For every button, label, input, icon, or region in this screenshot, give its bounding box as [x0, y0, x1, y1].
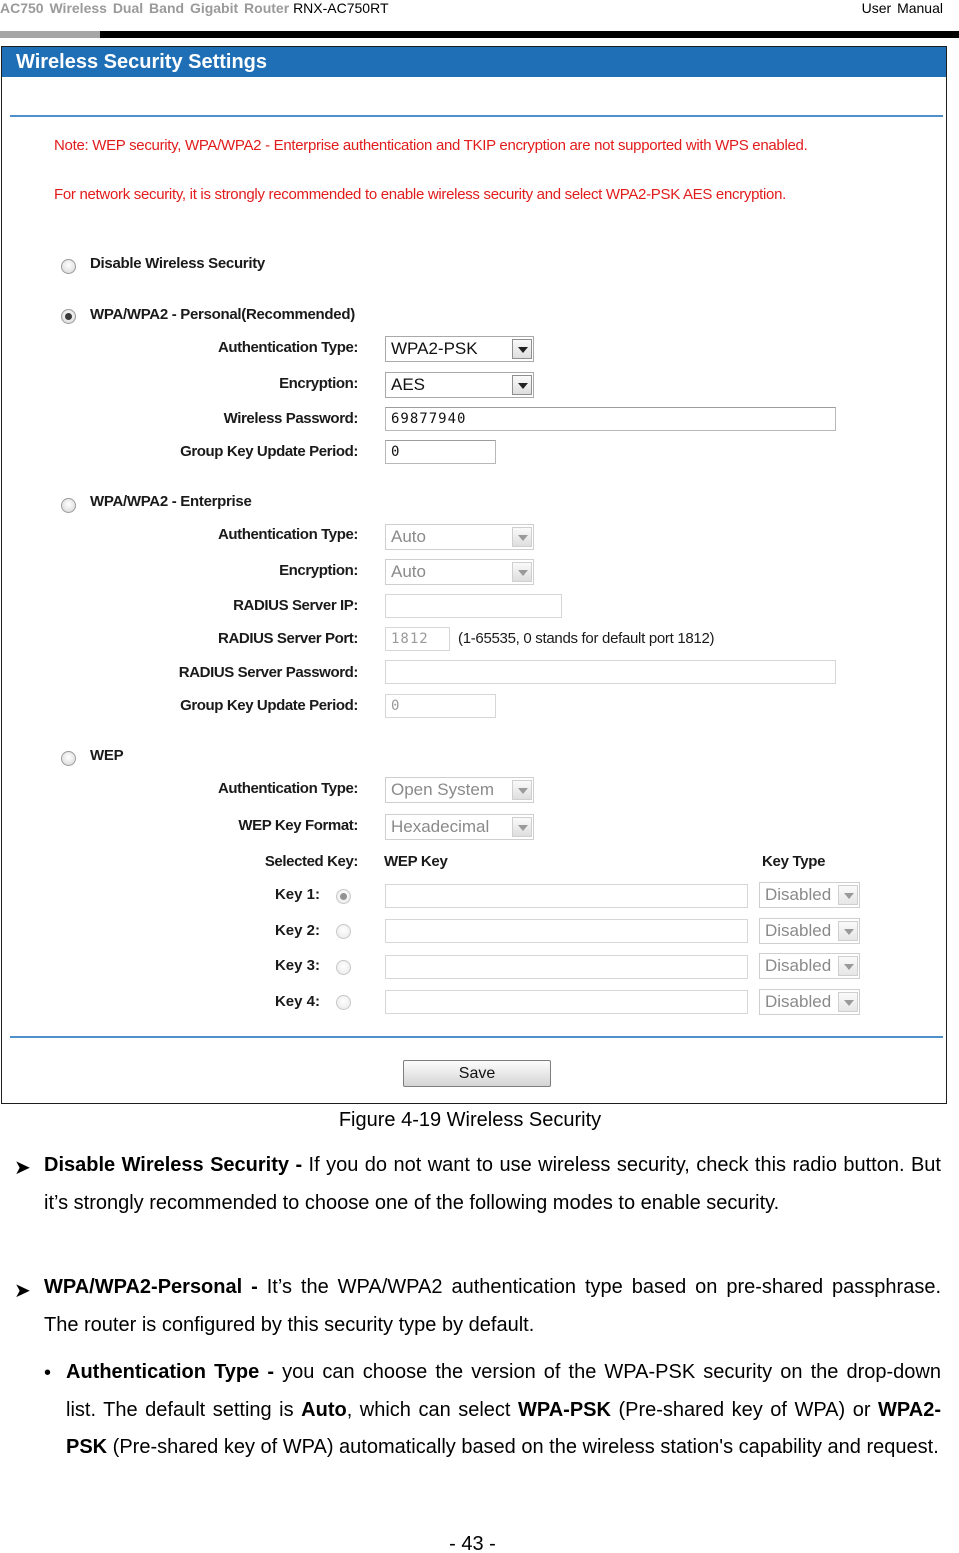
disable-security-label: Disable Wireless Security [90, 255, 265, 272]
key-type-header: Key Type [762, 853, 826, 870]
personal-auth-type-select[interactable] [385, 336, 534, 362]
figure-caption: Figure 4-19 Wireless Security [338, 1109, 602, 1131]
enterprise-group-key-input[interactable]: 0 [385, 694, 496, 718]
key-3-label: Key 3: [274, 957, 320, 974]
selected-key-label: Selected Key: [264, 853, 358, 870]
wep-auth-type-label: Authentication Type: [217, 780, 358, 797]
key-2-radio[interactable] [336, 924, 351, 939]
wep-auth-type-select[interactable] [385, 777, 534, 803]
wep-key-format-label: WEP Key Format: [238, 817, 358, 834]
term-disable-security: Disable Wireless Security - [44, 1154, 303, 1176]
term-wpa-personal: WPA/WPA2-Personal - [44, 1276, 258, 1298]
paragraph-authentication-type [66, 1354, 941, 1467]
enterprise-encryption-value: Auto [391, 562, 426, 581]
radius-password-input[interactable] [385, 660, 836, 684]
key-3-type-select[interactable] [759, 953, 860, 979]
key-2-type-value: Disabled [765, 921, 832, 940]
wep-auth-type-value: Open System [391, 780, 494, 799]
page-header-manual: User Manual [861, 0, 943, 16]
page-number: - 43 - [449, 1533, 496, 1553]
key-4-input[interactable] [385, 990, 748, 1014]
radius-ip-label: RADIUS Server IP: [233, 597, 358, 614]
term-wpa2-psk: WPA2-PSK [66, 1398, 941, 1458]
chevron-down-icon[interactable] [512, 780, 532, 800]
chevron-down-icon[interactable] [838, 885, 858, 905]
personal-auth-type-label: Authentication Type: [217, 339, 358, 356]
key-1-label: Key 1: [274, 886, 320, 903]
personal-encryption-label: Encryption: [279, 375, 358, 392]
enterprise-auth-type-value: Auto [391, 527, 426, 546]
radius-port-input[interactable]: 1812 [385, 627, 450, 651]
text-auth-3: (Pre-shared key of WPA) or [610, 1398, 879, 1421]
arrow-bullet-icon: ➤ [14, 1280, 31, 1302]
radius-ip-input[interactable] [385, 594, 562, 618]
wireless-password-input[interactable]: 69877940 [385, 407, 836, 431]
wireless-security-screenshot [1, 46, 947, 1104]
enterprise-encryption-label: Encryption: [279, 562, 358, 579]
paragraph-wpa-personal [44, 1269, 941, 1344]
key-3-input[interactable] [385, 955, 748, 979]
wireless-password-label: Wireless Password: [223, 410, 358, 427]
personal-auth-type-value: WPA2-PSK [391, 339, 478, 358]
key-1-type-select[interactable] [759, 882, 860, 908]
enterprise-group-key-label: Group Key Update Period: [180, 697, 358, 714]
chevron-down-icon[interactable] [838, 956, 858, 976]
save-button[interactable]: Save [403, 1060, 551, 1087]
wpa-enterprise-radio[interactable] [61, 498, 76, 513]
header-rule-accent [0, 31, 100, 38]
term-wpa-psk: WPA-PSK [517, 1398, 611, 1421]
chevron-down-icon[interactable] [512, 527, 532, 547]
wep-label: WEP [90, 747, 124, 764]
page-header-product [0, 0, 389, 16]
chevron-down-icon[interactable] [512, 375, 532, 395]
wpa-personal-radio[interactable] [61, 309, 76, 324]
disable-security-radio[interactable] [61, 259, 76, 274]
wpa-enterprise-label: WPA/WPA2 - Enterprise [90, 493, 252, 510]
wep-key-header: WEP Key [384, 853, 448, 870]
wep-key-format-select[interactable] [385, 814, 534, 840]
key-4-type-select[interactable] [759, 989, 860, 1015]
chevron-down-icon[interactable] [838, 992, 858, 1012]
arrow-bullet-icon: ➤ [14, 1157, 31, 1179]
radius-password-label: RADIUS Server Password: [178, 664, 358, 681]
term-authentication-type: Authentication Type - [66, 1361, 275, 1383]
key-4-type-value: Disabled [765, 992, 832, 1011]
divider-top [10, 115, 943, 117]
chevron-down-icon[interactable] [838, 921, 858, 941]
enterprise-auth-type-select[interactable] [385, 524, 534, 550]
paragraph-disable-security [44, 1147, 941, 1222]
text-disable-security: If you do not want to use wireless security, check this radio button. But it’s strongly recommended to choose one of the following modes to enable security. [44, 1154, 941, 1214]
product-name: AC750 Wireless Dual Band Gigabit Router [0, 0, 290, 16]
key-1-type-value: Disabled [765, 885, 832, 904]
key-4-radio[interactable] [336, 995, 351, 1010]
term-auto: Auto [301, 1398, 347, 1421]
wep-radio[interactable] [61, 751, 76, 766]
header-rule [0, 31, 959, 38]
note-recommend: For network security, it is strongly recommended to enable wireless security and select WPA2-PSK AES encryption. [54, 186, 786, 203]
panel-title: Wireless Security Settings [2, 47, 946, 77]
divider-bottom [10, 1036, 943, 1038]
wep-key-format-value: Hexadecimal [391, 817, 490, 836]
text-auth-4: (Pre-shared key of WPA) automatically based on the wireless station's capability and request. [107, 1436, 939, 1458]
text-auth-2: , which can select [346, 1398, 518, 1421]
radius-port-hint: (1-65535, 0 stands for default port 1812) [458, 630, 715, 647]
key-2-label: Key 2: [274, 922, 320, 939]
text-wpa-personal: It’s the WPA/WPA2 authentication type based on pre-shared passphrase. The router is configured by this security type by default. [44, 1276, 941, 1336]
key-1-input[interactable] [385, 884, 748, 908]
dot-bullet-icon: • [44, 1362, 52, 1384]
personal-encryption-select[interactable] [385, 372, 534, 398]
chevron-down-icon[interactable] [512, 817, 532, 837]
key-2-input[interactable] [385, 919, 748, 943]
key-1-radio[interactable] [336, 889, 351, 904]
key-4-label: Key 4: [274, 993, 320, 1010]
chevron-down-icon[interactable] [512, 562, 532, 582]
enterprise-encryption-select[interactable] [385, 559, 534, 585]
note-wps: Note: WEP security, WPA/WPA2 - Enterprise authentication and TKIP encryption are not supported with WPS enabled. [54, 137, 808, 154]
key-2-type-select[interactable] [759, 918, 860, 944]
key-3-radio[interactable] [336, 960, 351, 975]
radius-port-label: RADIUS Server Port: [218, 630, 358, 647]
text-auth-1: you can choose the version of the WPA-PSK security on the drop-down list. The default setting is [66, 1361, 941, 1421]
personal-group-key-input[interactable]: 0 [385, 440, 496, 464]
product-model: RNX-AC750RT [293, 0, 389, 16]
personal-encryption-value: AES [391, 375, 426, 394]
chevron-down-icon[interactable] [512, 339, 532, 359]
wpa-personal-label: WPA/WPA2 - Personal(Recommended) [90, 306, 355, 323]
enterprise-auth-type-label: Authentication Type: [217, 526, 358, 543]
personal-group-key-label: Group Key Update Period: [180, 443, 358, 460]
key-3-type-value: Disabled [765, 956, 832, 975]
